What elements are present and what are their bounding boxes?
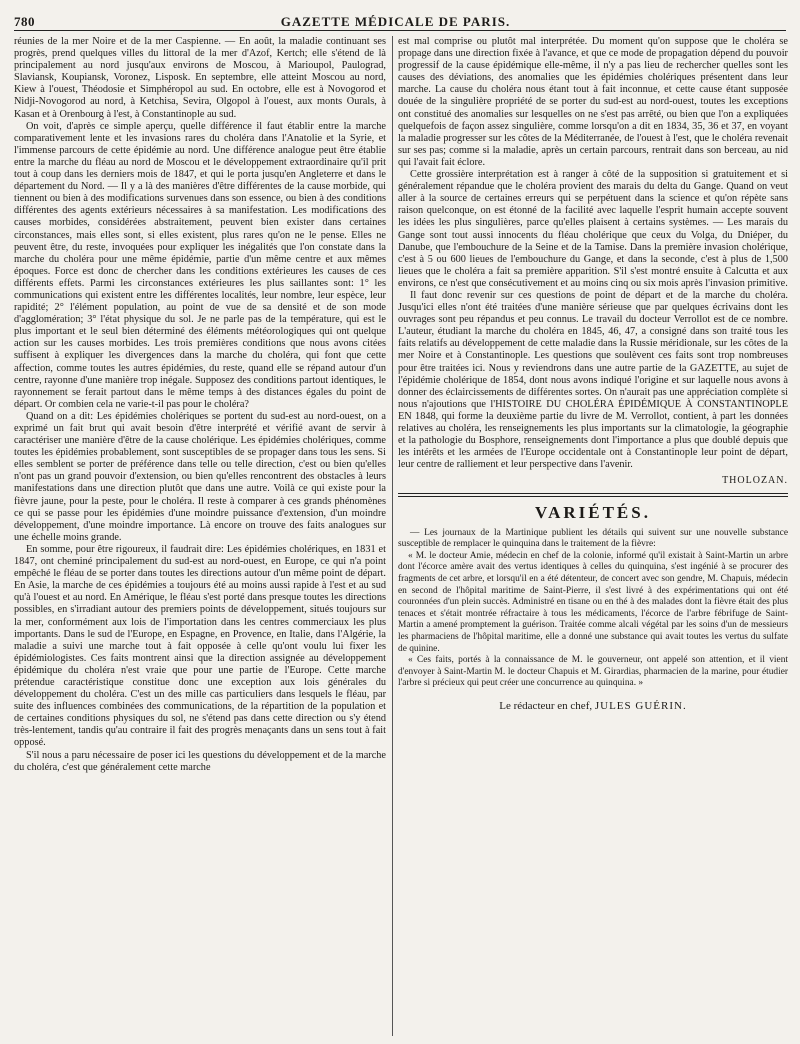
article-signature: THOLOZAN.: [722, 475, 788, 487]
paragraph: Quand on a dit: Les épidémies cholériques se portent du sud-est au nord-ouest, on a exprimé un fait brut qui avait besoin d'être interprété et vérifié avant de servir à caractériser une manière d'être de la cause cholérique. Les épidémies cholériques, comme toutes les épidémies probablement, sont susceptibles de se propager dans tous les sens. Si elles semblent se porter de préférence dans telle ou telle direction, c'est ou bien qu'elles n'ont pas un grand pouvoir d'extension, ou bien qu'elles rencontrent des obstacles à leurs manifestations dans une direction plutôt que dans une autre. Voilà ce qui existe pour la fièvre jaune, pour la peste, pour le choléra. Il reste à comparer à ces grands phénomènes ce qui se passe pour les épidémies d'une moindre puissance d'extension, d'un moindre développement, d'une moindre importance. Là encore on trouve des faits analogues sur une échelle moins grande.: [14, 410, 386, 543]
column-divider: [392, 36, 393, 1036]
right-column: [398, 36, 788, 1036]
section-title: VARIÉTÉS.: [535, 503, 651, 523]
paragraph: est mal comprise ou plutôt mal interprétée. Du moment qu'on suppose que le choléra se propage dans une direction fixée à l'avance, et que ce mode de propagation dépend du pouvoir progressif de la cause épidémique elle-même, il n'y a pas lieu de rechercher quelles sont les causes des déviations, des anomalies que les épidémies cholériques présentent dans leur marche. La cause du choléra nous étant tout à fait inconnue, et cette cause étant supposée douée de la singulière propriété de se porter du sud-est au nord-ouest, toutes les exceptions ont constitué des anomalies sur lesquelles on ne s'est pas arrêté, ou bien que l'on a expliquées quelquefois de façon assez singulière, comme lorsqu'on a dit en 1834, 35, 36 et 37, en voyant la maladie progresser sur les côtes de la Méditerranée, de l'ouest à l'est, que le choléra revenait sur ses pas; comme si la maladie, après un certain parcours, rentrait dans son berceau, au nid qui l'avait fait éclore.: [398, 36, 788, 168]
paragraph: Cette grossière interprétation est à ranger à côté de la supposition si gratuitement et si généralement répandue que le choléra provient des marais du delta du Gange. Quand on veut aller à la source de certaines erreurs qui se perpétuent dans la science et qu'on répète sans raison quelconque, on est étonné de la facilité avec laquelle l'esprit humain accepte souvent les idées les plus singulières, parce qu'elles plaisent à certains systèmes. — Les marais du Gange sont tout aussi innocents du fléau cholérique que ceux du Volga, du Dniéper, du Danube, que l'embouchure de la Seine et de la Tamise. Dans la première invasion cholérique, c'est à 5 ou 600 lieues de l'embouchure du Gange, et dans la seconde, c'est à plus de 1,500 lieues que le choléra a fait sa première apparition. S'il s'est montré ensuite à Calcutta et aux environs, ce n'est que consécutivement et au moins cinq ou six mois après l'invasion primitive.: [398, 169, 788, 289]
varietes-quote: « M. le docteur Amie, médecin en chef de la colonie, informé qu'il existait à Saint-Martin un arbre dont l'écorce amère avait des vertus identiques à celles du quinquina, s'est ingénié à se procurer des fragments de cet arbre, et lorsqu'il en a été détenteur, de concert avec son gendre, M. Chapuis, médecin en second de l'hôpital maritime de Saint-Pierre, il s'est livré à des expérimentations qui ont été couronnées d'un plein succès. Administré en tisane ou en thé à des malades dont la fièvre était des plus tenaces et s'était montrée réfractaire à tous les médicaments, l'écorce de l'arbre fébrifuge de Saint-Martin a amené promptement la guérison. Traitée comme alcali végétal par les soins d'un de messieurs les pharmaciens de l'hôpital maritime, elle a donné une substance qui avait toutes les vertus du sulfate de quinine.: [398, 550, 788, 654]
varietes-intro: — Les journaux de la Martinique publient les détails qui suivent sur une nouvelle substance susceptible de remplacer le quinquina dans le traitement de la fièvre:: [398, 527, 788, 550]
editor-name: JULES GUÉRIN.: [594, 699, 687, 712]
page-number: 780: [14, 14, 35, 29]
varietes-quote: « Ces faits, portés à la connaissance de M. le gouverneur, ont appelé son attention, et il vient d'envoyer à Saint-Martin M. le docteur Chapuis et M. Girardias, pharmacien de la marine, pour étudier l'arbre si précieux qui peut créer une concurrence au quinquina. »: [398, 655, 788, 689]
paragraph: En somme, pour être rigoureux, il faudrait dire: Les épidémies cholériques, en 1831 et 1847, ont cheminé principalement du sud-est au nord-ouest, en Europe, ce qui n'a point empêché le fléau de se porter dans toutes les directions autour d'un même point de départ. En Asie, la marche de ces épidémies a toujours été au moins aussi rapide à l'est et au sud qu'à l'ouest et au nord. En Amérique, le fléau s'est porté dans presque toutes les directions possibles, en s'irradiant autour des premiers points de développement, situés toujours sur la mer, conformément aux lois de l'importation dans les centres commerciaux les plus importants. Dans le sud de l'Europe, en Espagne, en Provence, en Italie, dans l'Algérie, la maladie a suivi une marche tout à fait opposée à celle qu'ont voulu lui fixer les épidémiologistes. Ces faits montrent ainsi que la direction assignée au développement épidémique du choléra n'est vraie que pour une partie de l'Europe. Cette marche prétendue caractéristique constitue donc une exception aux lois générales du développement du choléra. C'est un des mille cas particuliers dans lesquels le fléau, par suite des influences combinées des communications, de la répartition de la population et de certaines conditions physiques du sol, ne s'étend pas dans cette direction ou s'y étend très-lentement, tandis qu'au contraire il fait des progrès menaçants dans un sens tout à fait opposé.: [14, 543, 386, 749]
paragraph: Il faut donc revenir sur ces questions de point de départ et de la marche du choléra. Jusqu'ici elles n'ont été traitées d'une manière sérieuse que par quelques écrivains dont les ouvrages sont peu répandus et peu connus. Le travail du docteur Verrollot est de ce nombre. L'auteur, étudiant la marche du choléra en 1845, 46, 47, a consigné dans son traité tous les faits relatifs au développement de cette maladie dans la Russie méridionale, sur les côtes de la mer Noire et à Constantinople. Les questions que soulèvent ces faits sont trop nombreuses pour être traitées ici. Nous y reviendrons dans une autre partie de la GAZETTE, au sujet de l'épidémie cholérique de 1854, dont nous avons indiqué l'origine et sur laquelle nous avons à donner des éclaircissements de différentes sortes. On n'aurait pas une appréciation complète si nous n'ajoutions que l'HISTOIRE DU CHOLÉRA ÉPIDÉMIQUE À CONSTANTINOPLE EN 1848, qui forme la deuxième partie du livre de M. Verrollot, contient, à part les données relatives au choléra, les renseignements les plus importants sur la climatologie, la géographie et la pathologie du Bosphore, renseignements dont l'importance a plus que doublé depuis que les intérêts et les armées de l'Europe occidentale ont à Constantinople leur point de départ, leur centre de ralliement et leur perspective dans l'avenir.: [398, 289, 788, 471]
left-column: [14, 36, 386, 1036]
paragraph: S'il nous a paru nécessaire de poser ici les questions du développement et de la marche du choléra, c'est que généralement cette marche: [14, 749, 386, 773]
editor-line: [398, 700, 788, 712]
paragraph: On voit, d'après ce simple aperçu, quelle différence il faut établir entre la marche comparativement lente et les invasions rares du choléra dans l'Anatolie et la Syrie, et l'immense parcours de cette épidémie au nord. Une différence analogue peut être établie entre la marche du fléau au nord de Moscou et le développement extraordinaire qu'il prit tout à coup dans les derniers mois de 1847, et qui le porta jusqu'en Angleterre et dans le département du Nord. — Il y a là des manières d'être différentes de la cause morbide, qui tiennent ou bien à des modifications survenues dans son essence, ou bien à des conditions différentes des agents extérieurs nécessaires à sa manifestation. Les modifications des causes morbides, considérées abstraitement, peuvent bien exister dans certaines circonstances, mais elles sont, si elles existent, plus rares qu'on ne le pense. Elles ne peuvent être, du reste, invoquées pour expliquer les inégalités que l'on constate dans la marche du choléra pour une même épidémie, partie d'un même centre et aux mêmes époques. Force est donc de chercher dans les conditions extérieures les causes de ces différents effets. Parmi les circonstances extérieures les plus saillantes sont: 1° les communications qui existent entre les différentes localités, leur nombre, leur espèce, leur rapidité; 2° l'élément population, au point de vue de sa densité et de son mode d'agglomération; 3° l'état physique du sol. Je ne parle pas de la température, qui est le plus important et le seul bien déterminé des éléments météorologiques qui ont quelque action sur les causes morbides. Les trois premières conditions que nous avons citées suffisent à expliquer les divergences dans la marche du choléra, qui font que cette affection, comme toutes les autres épidémies, du reste, quand elle se répand autour d'un centre, rayonne d'une manière trop inégale. Supposez des conditions partout identiques, le rayonnement se ferait partout dans le même temps à des distances égales du point de départ. Or combien cela ne varie-t-il pas pour le choléra?: [14, 120, 386, 410]
varietes-section: [398, 503, 788, 712]
page-header: [14, 8, 786, 31]
journal-title: GAZETTE MÉDICALE DE PARIS.: [280, 14, 511, 29]
editor-label: Le rédacteur en chef,: [499, 699, 593, 712]
paragraph: réunies de la mer Noire et de la mer Caspienne. — En août, la maladie continuant ses progrès, prend quelques villes du littoral de la mer d'Azof, Kertch; elle s'étend de là principalement au nord jusqu'aux environs de Moscou, à Marioupol, Paulograd, Slaviansk, Koupiansk, Voronez, Lisposk. En septembre, elle atteint Moscou au nord, Kiew à l'ouest, Théodosie et Simphéropol au sud. En octobre, elle est à Novogorod et Nidji-Novogorod au nord, à Ketchisa, Sevira, Olgopol à l'ouest, aux monts Ourals, à Kasan et à Orenbourg à l'est, à Constantinople au sud.: [14, 36, 386, 120]
section-divider: [398, 493, 788, 497]
